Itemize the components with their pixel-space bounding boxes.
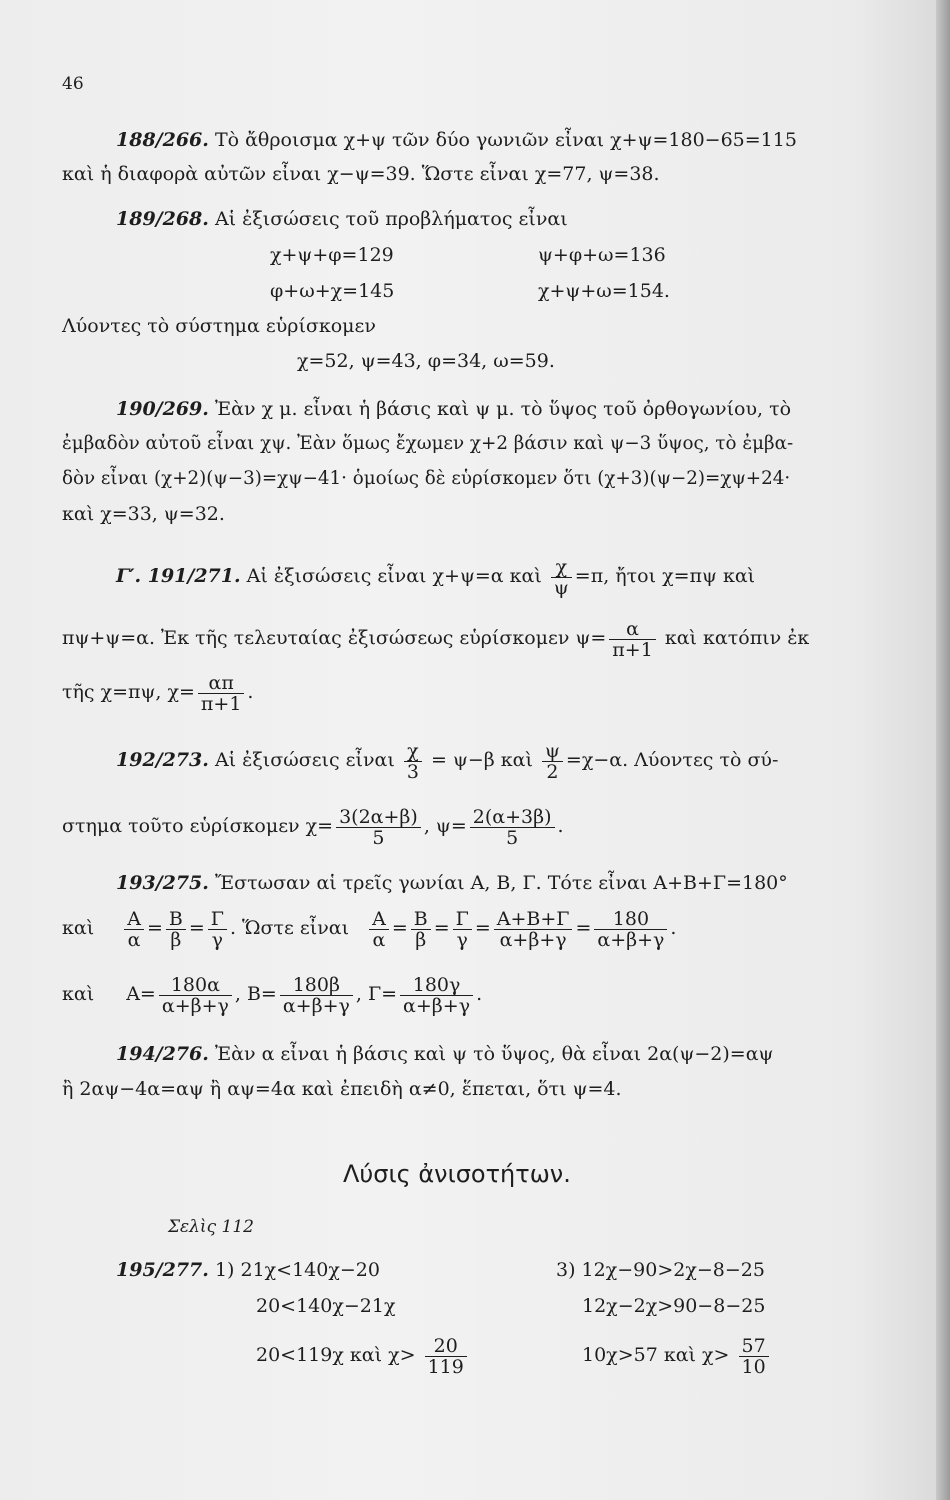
problem-191-line1 [116, 554, 755, 598]
problem-194-line2: ἢ 2αψ−4α=αψ ἢ αψ=4α καὶ ἐπειδὴ α≠0, ἕπεται, ὅτι ψ=4. [62, 1078, 622, 1100]
fraction-A-value: $\frac{180\alpha}{\alpha+\beta+\gamma}$ [159, 975, 232, 1016]
problem-195-line1 [116, 1258, 380, 1282]
problem-190-text1: Ἐὰν χ μ. εἶναι ἡ βάσις καὶ ψ μ. τὸ ὕψος τοῦ ὀρθογωνίου, τὸ [214, 398, 792, 420]
fraction-x-over-y: $\frac{\chi}{\psi}$ [551, 557, 572, 598]
problem-194-number: 194/276. [116, 1043, 209, 1065]
equation-1: χ+ψ+φ=129 [270, 244, 394, 266]
fraction-180-over-sum: $\frac{180}{\alpha+\beta+\gamma}$ [594, 909, 667, 950]
fraction-A-over-a-2: $\frac{A}{\alpha}$ [369, 909, 389, 950]
problem-195-number: 195/277. [116, 1259, 209, 1281]
problem-191-number: Γ′. 191/271. [116, 565, 241, 587]
problem-189-number: 189/268. [116, 208, 209, 230]
fraction-y-over-2: $\frac{\psi}{2}$ [542, 741, 563, 782]
problem-192-line1 [116, 738, 778, 782]
equals-sign: = [188, 917, 205, 939]
problem-191-text-b: =π, ἤτοι χ=πψ καὶ [574, 565, 756, 587]
problem-193-text1: Ἔστωσαν αἱ τρεῖς γωνίαι Α, Β, Γ. Τότε εἶναι Α+Β+Γ=180° [214, 872, 788, 894]
problem-189-line1 [116, 207, 568, 231]
problem-192-period: . [557, 815, 564, 837]
section-title: Λύσις ἀνισοτήτων. [343, 1160, 571, 1188]
equals-sign: = [146, 917, 163, 939]
fraction-A-over-a: $\frac{A}{\alpha}$ [124, 909, 144, 950]
problem-191-period: . [247, 681, 254, 703]
problem-192-line2 [62, 804, 564, 848]
G-equals: , Γ= [355, 983, 398, 1005]
equation-4: χ+ψ+ω=154. [538, 280, 670, 302]
A-equals: Α= [126, 983, 156, 1005]
problem-188-line1 [116, 128, 797, 152]
problem-193-end-period: . [476, 983, 483, 1005]
fraction-G-over-g-2: $\frac{\Gamma}{\gamma}$ [453, 909, 472, 950]
inequality-3-line1: 3) 12χ−90>2χ−8−25 [556, 1259, 765, 1281]
problem-189-text1: Αἱ ἐξισώσεις τοῦ προβλήματος εἶναι [214, 208, 568, 230]
fraction-B-value: $\frac{180\beta}{\alpha+\beta+\gamma}$ [280, 975, 353, 1016]
problem-190-number: 190/269. [116, 398, 209, 420]
inequality-3-line3 [582, 1333, 772, 1377]
problem-188-number: 188/266. [116, 129, 209, 151]
page-number: 46 [62, 74, 84, 94]
problem-193-period: . [670, 917, 677, 939]
problem-192-text-c: =χ−α. Λύοντες τὸ σύ- [565, 749, 779, 771]
fraction-y-solution: $\frac{2(\alpha+3\beta)}{5}$ [470, 807, 555, 848]
problem-192-text-a: Αἱ ἐξισώσεις εἶναι [214, 749, 395, 771]
problem-192-text-e: , ψ= [423, 815, 467, 837]
fraction-x-solution: $\frac{3(2\alpha+\beta)}{5}$ [336, 807, 421, 848]
problem-191-line3 [62, 670, 253, 714]
problem-191-text-c: πψ+ψ=α. Ἐκ τῆς τελευταίας ἐξισώσεως εὑρίσκομεν ψ= [62, 627, 607, 649]
fraction-20-over-119: $\frac{20}{119}$ [425, 1336, 467, 1377]
fraction-B-over-b: $\frac{B}{\beta}$ [166, 909, 186, 950]
page-edge-shadow [936, 0, 950, 1500]
fraction-api-over-pi1: $\frac{\alpha\pi}{\pi+1}$ [198, 673, 245, 714]
kai-word: καὶ [62, 917, 95, 939]
inequality-1-text: 20<119χ καὶ χ> [256, 1344, 416, 1366]
equation-3: φ+ω+χ=145 [270, 280, 395, 302]
problem-188-text1: Τὸ ἄθροισμα χ+ψ τῶν δύο γωνιῶν εἶναι χ+ψ=180−65=115 [214, 129, 797, 151]
B-equals: , Β= [234, 983, 277, 1005]
hoste-text: . Ὥστε εἶναι [229, 917, 350, 939]
fraction-G-over-g: $\frac{\Gamma}{\gamma}$ [208, 909, 227, 950]
equals-sign: = [433, 917, 450, 939]
problem-192-text-d: στημα τοῦτο εὑρίσκομεν χ= [62, 815, 334, 837]
problem-192-number: 192/273. [116, 749, 209, 771]
fraction-57-over-10: $\frac{57}{10}$ [739, 1336, 769, 1377]
problem-189-line2: Λύοντες τὸ σύστημα εὑρίσκομεν [62, 315, 376, 337]
inequality-1-line3 [256, 1333, 470, 1377]
problem-194-line1 [116, 1042, 773, 1066]
equals-sign: = [575, 917, 592, 939]
problem-191-text-a: Αἱ ἐξισώσεις εἶναι χ+ψ=α καὶ [246, 565, 542, 587]
problem-189-solution: χ=52, ψ=43, φ=34, ω=59. [297, 350, 555, 372]
equals-sign: = [391, 917, 408, 939]
fraction-x-over-3: $\frac{\chi}{3}$ [404, 741, 422, 782]
equation-2: ψ+φ+ω=136 [538, 244, 666, 266]
fraction-sum: $\frac{A+B+\Gamma}{\alpha+\beta+\gamma}$ [494, 909, 573, 950]
fraction-a-over-pi1: $\frac{\alpha}{\pi+1}$ [609, 619, 656, 660]
problem-190-line1 [116, 397, 791, 421]
inequality-1-line1: 1) 21χ<140χ−20 [214, 1259, 380, 1281]
problem-191-text-d: καὶ κατόπιν ἐκ [664, 627, 810, 649]
problem-190-line4: καὶ χ=33, ψ=32. [62, 503, 225, 525]
problem-188-line2: καὶ ἡ διαφορὰ αὐτῶν εἶναι χ−ψ=39. Ὥστε εἶναι χ=77, ψ=38. [62, 163, 660, 185]
inequality-3-text: 10χ>57 καὶ χ> [582, 1344, 730, 1366]
problem-194-text1: Ἐὰν α εἶναι ἡ βάσις καὶ ψ τὸ ὕψος, θὰ εἶναι 2α(ψ−2)=αψ [214, 1043, 774, 1065]
fraction-G-value: $\frac{180\gamma}{\alpha+\beta+\gamma}$ [400, 975, 473, 1016]
problem-191-text-e: τῆς χ=πψ, χ= [62, 681, 195, 703]
problem-190-line2: ἐμβαδὸν αὐτοῦ εἶναι χψ. Ἐὰν ὅμως ἔχωμεν χ+2 βάσιν καὶ ψ−3 ὕψος, τὸ ἐμβα- [62, 433, 794, 454]
problem-190-line3: δὸν εἶναι (χ+2)(ψ−3)=χψ−41· ὁμοίως δὲ εὑρίσκομεν ὅτι (χ+3)(ψ−2)=χψ+24· [62, 468, 791, 489]
problem-191-line2 [62, 616, 809, 660]
problem-193-line2 [62, 906, 676, 950]
fraction-B-over-b-2: $\frac{B}{\beta}$ [411, 909, 431, 950]
problem-193-number: 193/275. [116, 872, 209, 894]
problem-192-text-b: = ψ−β καὶ [430, 749, 533, 771]
problem-193-line1 [116, 871, 788, 895]
inequality-3-line2: 12χ−2χ>90−8−25 [582, 1295, 766, 1317]
kai-word-2: καὶ [62, 983, 95, 1005]
inequality-1-line2: 20<140χ−21χ [256, 1295, 396, 1317]
page-reference: Σελὶς 112 [168, 1217, 254, 1237]
problem-193-line3 [62, 972, 482, 1016]
equals-sign: = [474, 917, 491, 939]
